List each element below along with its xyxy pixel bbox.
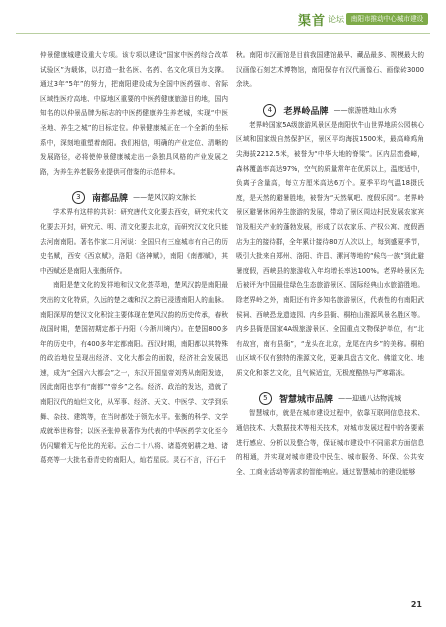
right-column bbox=[236, 48, 424, 479]
section-number-badge: 5 bbox=[259, 392, 272, 405]
section-number-badge: 3 bbox=[72, 191, 85, 204]
section-title: 南都品牌 bbox=[91, 194, 128, 205]
paragraph: 秋。南阳市汉画馆是目前我国建馆最早、藏品最多、规模最大的汉画像石刻艺术博物馆，南阳保存有汉代画像石、画像砖3000余块。 bbox=[236, 51, 424, 89]
paragraph: 南阳是楚文化的发祥地和汉文化荟萃地，楚风汉韵是南阳最突出的文化特质，久远的楚之魂和汉之韵已浸透南阳人的血脉。南阳深厚的楚汉文化积淀主要体现在楚风汉韵的历史传承，春秋战国时期，楚国初期定都于丹阳（今淅川境内）。在楚国800多年的历史中，有400多年定都南阳。西汉时期，南阳都以其特殊的政治地位呈现出经济、文化大都会的面貌，经济社会发展迅速，成为“全国六大都会”之一，东汉开国皇帝刘秀从南阳发迹，因此南阳也享有“南都”“帝乡”之名。经济、政治的发达，造就了南阳汉代的灿烂文化，从军事、经济、天文、中医学、文学到乐舞、杂技、建筑等，在当时都处于领先水平。张衡的科学、文学成就举世称誉；以医圣张仲景著作为代表的中华医药学文化至今仍闪耀着无与伦比的光彩。云台二十八将、诸葛亮躬耕之地、诸葛亮等一大批名垂青史的南阳人，灿若星辰。灵石不言，汗石千 bbox=[40, 281, 228, 465]
section-subtitle: ——楚风汉韵文脉长 bbox=[133, 193, 197, 202]
section-subtitle: ——迎通八达物流城 bbox=[338, 394, 402, 403]
section-number-badge: 4 bbox=[263, 104, 276, 117]
section-title: 智慧城市品牌 bbox=[278, 395, 333, 406]
header-tagline: 南阳市推动中心城市建设 bbox=[346, 13, 428, 25]
section-3-heading bbox=[40, 187, 228, 205]
paragraph: 学术界有这样的共识：研究唐代文化要去西安，研究宋代文化要去开封，研究元、明、清文化要去北京，而研究汉文化只能去河南南阳。著名作家二月河说：全国只有三座城市有自己的历史名赋，西安《西京赋》，洛阳《洛神赋》，南阳《南都赋》，其中西赋还是南阳人张衡所作。 bbox=[40, 208, 228, 275]
paragraph: 老界岭国家5A级旅游风景区是南阳伏牛山世界地质公园核心区域和国家级自然保护区，景区平均海拔1500米，最高峰鸡角尖海拔2212.5米，被誉为“中华大地的脊梁”。区内层峦叠嶂，森林覆盖率高达97%，空气的质量常年在优质以上，温度适中，负离子含量高，每立方厘米高达6万个。夏季平均气温18摄氏度，是天然的避暑胜地，被誉为“天然氧吧、度假乐园”。老界岭景区避暑休闲养生旅游的发展，带动了景区周边村民发展农家宾馆及相关产业的蓬勃发展，形成了以农家乐、产权公寓、度假酒店为主的接待群，全年累计接待80万人次以上，每到盛夏季节，吸引大批来自郑州、洛阳、许昌、漯河等地的“候鸟一族”到此避暑度假，西峡县的旅游收入年均增长率达100%。老界岭景区先后被评为中国最佳绿色生态旅游景区、国际经典山水旅游胜地。除老界岭之外，南阳还有许多知名旅游景区，代表性的有南阳武侯祠、西峡恐龙遗迹园、内乡县衙、桐柏山淮源风景名胜区等。内乡县衙是国家4A级旅游景区、全国重点文物保护单位，有“北有故宫，南有县衙”，“龙头在北京，龙尾在内乡”的美称。桐柏山区域不仅有独特的淮源文化，更兼具盘古文化、佛道文化、地质文化和茶艺文化，且气候适宜，无极度酷热与严寒霜冻。 bbox=[236, 120, 424, 377]
page-header bbox=[0, 0, 446, 40]
page-number: 21 bbox=[410, 600, 422, 609]
brand-title: 渠首 bbox=[297, 14, 326, 29]
section-4-heading bbox=[236, 100, 424, 117]
left-column bbox=[40, 48, 228, 468]
brand-suffix: 论坛 bbox=[328, 15, 344, 24]
section-title: 老界岭品牌 bbox=[283, 106, 329, 117]
section-5-heading bbox=[236, 388, 424, 406]
section-subtitle: ——旅游胜地山水秀 bbox=[333, 106, 397, 115]
paragraph: 智慧城市，就是在城市建设过程中，依靠互联网信息技术、通信技术、大数据技术等相关技术，对城市发展过程中的各要素进行感应、分析以及整合等，保证城市建设中不同需求方面信息的相通，并实现对城市建设中民生、城市服务、环保、公共安全、工商业活动等需求的智能响应。通过智慧城市的建设能够 bbox=[236, 409, 424, 476]
intro-paragraph: 仲景健康城建设重大专项。该专项以建设“国家中医药综合改革试验区”为载体，以打造一批名医、名药、名文化项目为支撑。通过3年“5年”的努力，把南阳建设成为全国中医药强市、省际区域性医疗高地、中原地区重要的中医药健康旅游目的地，国内知名的以仲景品牌为标志的中医药健康养生养老城，实现“中医圣地、养生之城”的目标定位。仲景健康城正在一个全新的坐标系中，深刻地重塑着南阳。我们相信，明确的产业定位、清晰的发展路径，必将使仲景健康城走出一条独具风格的产业发展之路，为养生养老服务业提供可借鉴的示范样本。 bbox=[40, 51, 228, 176]
header-divider bbox=[16, 33, 430, 34]
